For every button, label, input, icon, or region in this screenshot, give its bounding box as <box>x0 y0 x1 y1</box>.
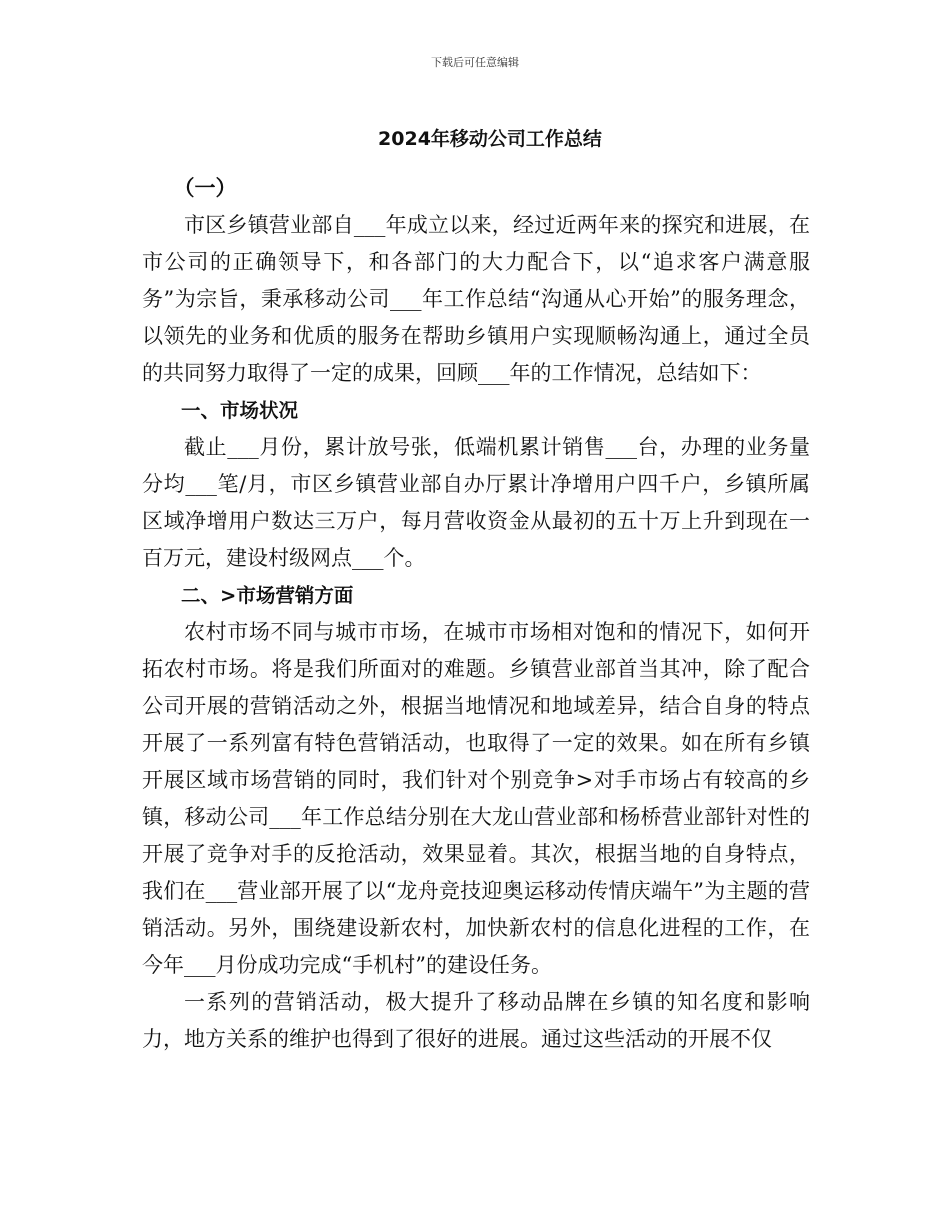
paragraph-intro: 市区乡镇营业部自___年成立以来，经过近两年来的探究和进展，在市公司的正确领导下，和各部门的大力配合下，以“追求客户满意服务”为宗旨，秉承移动公司___年工作总结“沟通从心开始”的服务理念，以领先的业务和优质的服务在帮助乡镇用户实现顺畅沟通上，通过全员的共同努力取得了一定的成果，回顾___年的工作情况，总结如下： <box>142 213 810 385</box>
document-body <box>142 170 810 1058</box>
paragraph-marketing-2: 一系列的营销活动，极大提升了移动品牌在乡镇的知名度和影响力，地方关系的维护也得到了很好的进展。通过这些活动的开展不仅 <box>142 990 810 1051</box>
header-note: 下载后可任意编辑 <box>431 56 519 69</box>
paragraph-marketing-1: 农村市场不同与城市市场，在城市市场相对饱和的情况下，如何开拓农村市场。将是我们所面对的难题。乡镇营业部首当其冲，除了配合公司开展的营销活动之外，根据当地情况和地域差异，结合自身的特点开展了一系列富有特色营销活动，也取得了一定的效果。如在所有乡镇开展区域市场营销的同时，我们针对个别竞争>对手市场占有较高的乡镇，移动公司___年工作总结分别在大龙山营业部和杨桥营业部针对性的开展了竞争对手的反抢活动，效果显着。其次，根据当地的自身特点，我们在___营业部开展了以“龙舟竞技迎奥运移动传情庆端午”为主题的营销活动。另外，围绕建设新农村，加快新农村的信息化进程的工作，在今年___月份成功完成“手机村”的建设任务。 <box>142 620 810 977</box>
section-mark: （一） <box>173 176 237 200</box>
heading-marketing: 二、>市场营销方面 <box>181 584 354 607</box>
paragraph-market-status: 截止___月份，累计放号张，低端机累计销售___台，办理的业务量分均___笔/月，市区乡镇营业部自办厅累计净增用户四千户，乡镇所属区域净增用户数达三万户，每月营收资金从最初的五十万上升到现在一百万元，建设村级网点___个。 <box>142 435 810 570</box>
heading-market-status: 一、市场状况 <box>181 399 299 422</box>
document-title: 2024年移动公司工作总结 <box>378 128 602 150</box>
